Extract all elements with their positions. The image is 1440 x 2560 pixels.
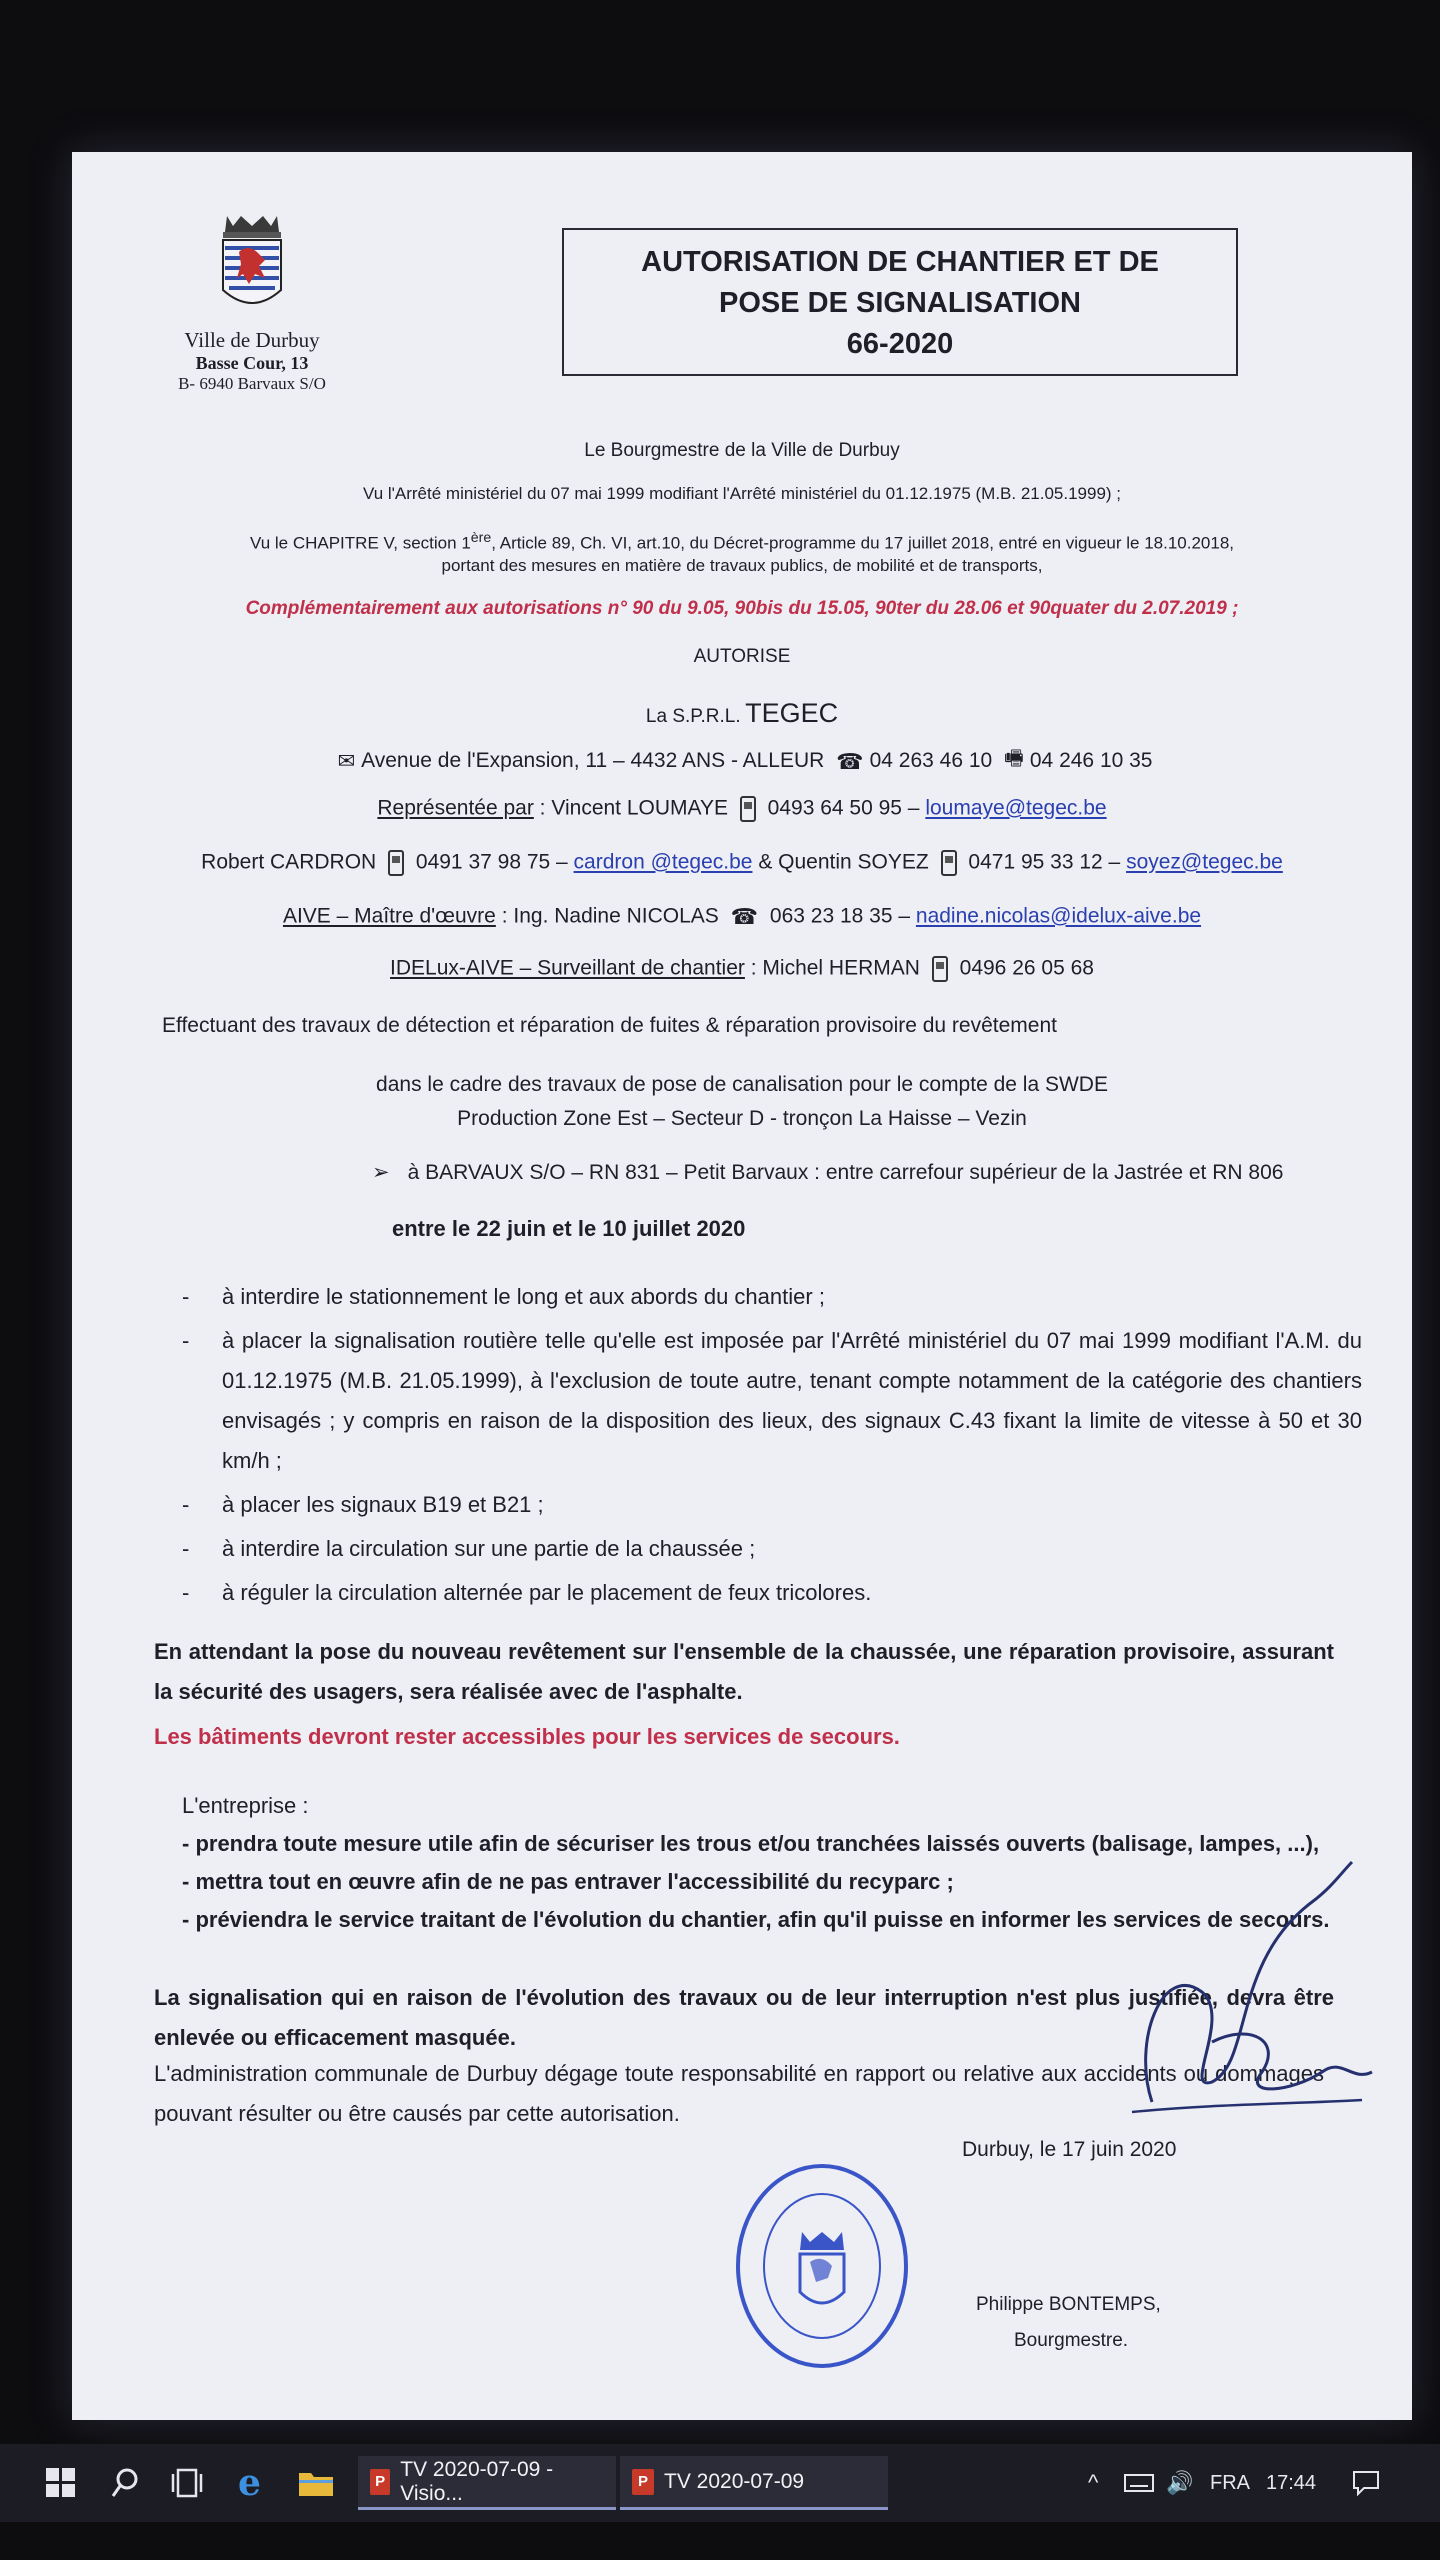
idelux-label: IDELux-AIVE – Surveillant de chantier — [390, 956, 745, 980]
title-number: 66-2020 — [846, 328, 954, 360]
idelux-phone: 0496 26 05 68 — [959, 956, 1094, 980]
mobile-phone-icon — [388, 850, 404, 876]
folder-glyph — [298, 2469, 334, 2497]
handwritten-signature — [1092, 1842, 1392, 2142]
company-address: Avenue de l'Expansion, 11 – 4432 ANS - ALLEUR — [361, 749, 825, 773]
list-item: - mettra tout en œuvre afin de ne pas entraver l'accessibilité du recyparc ; — [182, 1869, 954, 1894]
list-item-text: à placer la signalisation routière telle qu'elle est imposée par l'Arrêté ministériel du 07 mai 1999 modifiant l'A.M. du 01.12.1975 (M.B. 21.05.1999), à l'exclusion de toute autre, tenant compte notamment de la catégorie des chantiers envisagés ; y compris en raison de la disposition des lieux, des signaux C.43 fixant la limite de vitesse à 50 et 30 km/h ; — [222, 1328, 1362, 1473]
file-explorer-icon[interactable] — [298, 2444, 334, 2522]
signage-removal-paragraph: La signalisation qui en raison de l'évolution des travaux ou de leur interruption n'est plus justifiée, devra être enlevée ou efficacement masquée. — [154, 1985, 1334, 2050]
works-location — [372, 1160, 1283, 1185]
language-indicator[interactable]: FRA — [1210, 2471, 1250, 2494]
vu2-sup: ère — [470, 530, 492, 546]
mayor-line: Le Bourgmestre de la Ville de Durbuy — [584, 440, 900, 461]
aive-email-link[interactable]: nadine.nicolas@idelux-aive.be — [915, 904, 1202, 928]
notification-glyph — [1352, 2470, 1380, 2496]
signatory-role: Bourgmestre. — [1014, 2330, 1129, 2351]
obligations-label: L'entreprise : — [182, 1793, 309, 1818]
clock[interactable]: 17:44 — [1266, 2471, 1317, 2494]
aive-phone: 063 23 18 35 – — [769, 904, 911, 928]
document-page — [72, 152, 1412, 2420]
vu2-part-b: , Article 89, Ch. VI, art.10, du Décret-programme du 17 juillet 2018, entré en vigueur le 18.10.2018, — [491, 533, 1235, 553]
list-item: - préviendra le service traitant de l'évolution du chantier, afin qu'il puisse en informer les services de secours. — [182, 1907, 1330, 1932]
list-item: - à placer les signaux B19 et B21 ; — [182, 1492, 544, 1517]
city-address-postal: B- 6940 Barvaux S/O — [178, 374, 326, 393]
company-prefix: La S.P.R.L. — [645, 706, 741, 727]
envelope-icon: ✉ — [337, 750, 356, 773]
representative-line — [72, 796, 1412, 822]
keyboard-icon[interactable] — [1124, 2444, 1154, 2522]
arrow-right-icon: ➢ — [372, 1161, 390, 1184]
contact3-phone: 0471 95 33 12 – — [968, 850, 1121, 874]
aive-line — [72, 904, 1412, 930]
mobile-phone-icon — [941, 850, 957, 876]
aive-label: AIVE – Maître d'œuvre — [282, 904, 496, 928]
liability-paragraph: L'administration communale de Durbuy dégage toute responsabilité en rapport ou relative aux accidents ou dommages pouvant résulter ou être causés par cette autorisation. — [154, 2061, 1324, 2126]
city-crest-icon — [213, 212, 291, 322]
chevron-up-icon[interactable]: ^ — [1088, 2470, 1099, 2495]
keyboard-glyph — [1124, 2473, 1154, 2493]
works-dates: entre le 22 juin et le 10 juillet 2020 — [392, 1216, 746, 1241]
search-glyph — [110, 2467, 140, 2499]
vu-line-2 — [72, 530, 1412, 554]
task-view-icon[interactable] — [170, 2444, 204, 2522]
rep-phone: 0493 64 50 95 – — [767, 796, 920, 820]
taskbar-app-1-label: TV 2020-07-09 - Visio... — [400, 2457, 554, 2505]
rep-email-link[interactable]: loumaye@tegec.be — [925, 796, 1107, 820]
list-item: - à réguler la circulation alternée par le placement de feux tricolores. — [182, 1580, 872, 1605]
title-line-1: AUTORISATION DE CHANTIER ET DE — [641, 246, 1159, 278]
city-logo-block — [152, 212, 352, 394]
company-tel: 04 263 46 10 — [869, 749, 993, 773]
taskbar-app-2-label: TV 2020-07-09 — [664, 2469, 805, 2493]
contacts-line — [72, 850, 1412, 876]
rep-name: : Vincent LOUMAYE — [539, 796, 728, 820]
search-icon[interactable] — [110, 2444, 140, 2522]
list-item: - à placer la signalisation routière telle qu'elle est imposée par l'Arrêté ministériel du 07 mai 1999 modifiant l'A.M. du 01.12.1975 (M.B. 21.05.1999), à l'exclusion de toute autre, tenant compte notamment de la catégorie des chantiers envisagés ; y compris en raison de la disposition des lieux, des signaux C.43 fixant la limite de vitesse à 50 et 30 km/h ; — [182, 1328, 1362, 1473]
contact2-email-link[interactable]: cardron @tegec.be — [573, 850, 753, 874]
list-item-text: à interdire le stationnement le long et aux abords du chantier ; — [222, 1284, 825, 1309]
list-item-text: à interdire la circulation sur une partie de la chaussée ; — [222, 1536, 756, 1561]
powerpoint-icon: P — [370, 2469, 390, 2495]
idelux-name: : Michel HERMAN — [750, 956, 920, 980]
company-address-line — [72, 744, 1412, 779]
company-fax: 04 246 10 35 — [1029, 749, 1153, 773]
provisional-repair-paragraph: En attendant la pose du nouveau revêtement sur l'ensemble de la chaussée, une réparation provisoire, assurant la sécurité des usagers, sera réalisée avec de l'asphalte. — [154, 1639, 1334, 1704]
list-item: - à interdire le stationnement le long et aux abords du chantier ; — [182, 1284, 825, 1309]
contact2-name: Robert CARDRON — [201, 850, 377, 874]
taskbar-app-2[interactable] — [620, 2456, 888, 2510]
emergency-access-paragraph: Les bâtiments devront rester accessibles pour les services de secours. — [154, 1724, 900, 1749]
taskbar-app-1[interactable] — [358, 2456, 616, 2510]
fax-icon: 🖷 — [1004, 747, 1024, 770]
measures-list — [182, 1277, 1362, 1613]
volume-icon[interactable]: 🔊 — [1166, 2470, 1194, 2495]
place-date: Durbuy, le 17 juin 2020 — [962, 2138, 1177, 2161]
contact2-phone: 0491 37 98 75 – — [415, 850, 568, 874]
mobile-phone-icon — [740, 796, 756, 822]
title-line-2: POSE DE SIGNALISATION — [718, 287, 1081, 319]
pdf-icon: P — [632, 2469, 654, 2495]
list-item-text: à placer les signaux B19 et B21 ; — [222, 1492, 544, 1517]
location-text: à BARVAUX S/O – RN 831 – Petit Barvaux : entre carrefour supérieur de la Jastrée et RN 806 — [407, 1161, 1284, 1184]
vu-line-1: Vu l'Arrêté ministériel du 07 mai 1999 modifiant l'Arrêté ministériel du 01.12.1975 (M.B. 21.05.1999) ; — [362, 484, 1122, 503]
mobile-phone-icon — [932, 956, 948, 982]
autorise-heading: AUTORISE — [693, 646, 791, 667]
task-view-glyph — [170, 2468, 204, 2498]
official-stamp-seal — [732, 2162, 912, 2370]
list-item: - à interdire la circulation sur une partie de la chaussée ; — [182, 1536, 756, 1561]
signatory-name: Philippe BONTEMPS, — [976, 2294, 1161, 2315]
city-name: Ville de Durbuy — [184, 328, 320, 352]
contact3-name: & Quentin SOYEZ — [758, 850, 929, 874]
list-item-text: à réguler la circulation alternée par le placement de feux tricolores. — [222, 1580, 872, 1605]
works-description: Effectuant des travaux de détection et réparation de fuites & réparation provisoire du revêtement — [162, 1014, 1057, 1037]
aive-name: : Ing. Nadine NICOLAS — [501, 904, 719, 928]
company-line — [72, 698, 1412, 729]
list-item: - prendra toute mesure utile afin de sécuriser les trous et/ou tranchées laissés ouverts (balisage, lampes, ...), — [182, 1831, 1320, 1856]
edge-browser-icon[interactable]: e — [238, 2462, 261, 2504]
telephone-icon: ☎ — [730, 904, 759, 929]
telephone-icon: ☎ — [836, 748, 864, 774]
works-frame — [192, 1068, 1292, 1136]
complementary-line: Complémentairement aux autorisations n° 90 du 9.05, 90bis du 15.05, 90ter du 28.06 et 90quater du 2.07.2019 ; — [245, 598, 1239, 619]
rep-label: Représentée par — [377, 796, 534, 820]
vu2-part-a: Vu le CHAPITRE V, section 1 — [249, 533, 471, 553]
city-address-street: Basse Cour, 13 — [195, 353, 309, 373]
windows-taskbar — [0, 2444, 1440, 2522]
contact3-email-link[interactable]: soyez@tegec.be — [1126, 850, 1283, 874]
company-name: TEGEC — [745, 698, 839, 728]
vu-line-3: portant des mesures en matière de travaux publics, de mobilité et de transports, — [441, 556, 1043, 575]
start-button[interactable] — [46, 2444, 76, 2522]
idelux-line — [72, 956, 1412, 982]
works-frame-line-1: dans le cadre des travaux de pose de canalisation pour le compte de la SWDE — [376, 1073, 1108, 1096]
windows-logo-icon — [46, 2468, 76, 2498]
notifications-icon[interactable] — [1352, 2444, 1380, 2522]
document-title-box — [562, 228, 1238, 376]
works-frame-line-2: Production Zone Est – Secteur D - tronçon La Haisse – Vezin — [457, 1107, 1027, 1130]
